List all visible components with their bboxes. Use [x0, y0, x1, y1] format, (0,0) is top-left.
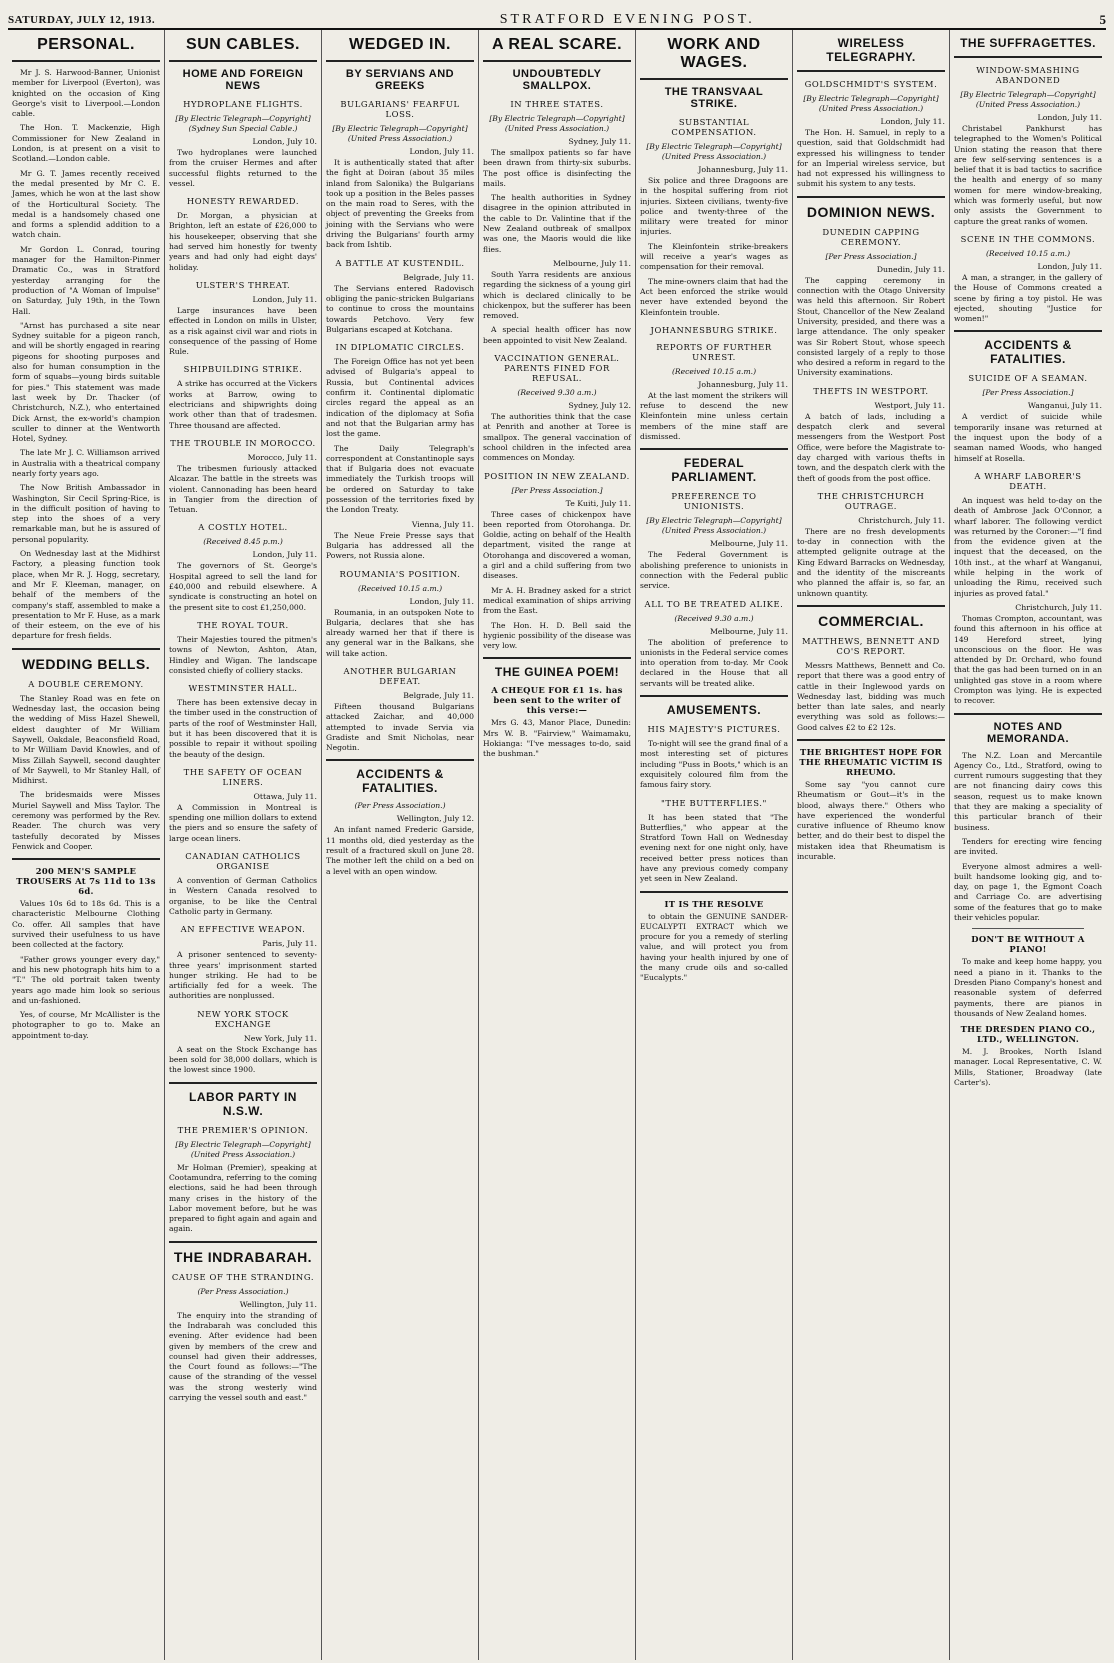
article-paragraph: The health authorities in Sydney disagree in the opinion attributed in the cable to Dr. Valintine that if the New Zealand outbreak of smallpox was one, the Maoris would die like flies. — [483, 193, 631, 254]
article-paragraph: The Federal Government is abolishing preference to unionists in connection with the Federal public service. — [640, 550, 788, 591]
received-time: (Received 10.15 a.m.) — [357, 583, 443, 593]
headline-amusements: AMUSEMENTS. — [666, 703, 762, 718]
article-paragraph: It has been stated that "The Butterflies," who appear at the Stratford Town Hall on Wednesday evening next for one night only, have received better press notices than have any previous comedy company yet seen in New Zealand. — [640, 812, 788, 884]
article-paragraph: An inquest was held to-day on the death of Ambrose Jack O'Connor, a wharf laborer. The following verdict was returned by the Coroner:—"I find from the evidence given at the inquest that the deceased, on the 10th inst., at the wharf at Wanganui, while helping in the work of unloading the Rimu, received such injuries as proved fatal." — [954, 495, 1102, 598]
article-paragraph: A seat on the Stock Exchange has been sold for 38,000 dollars, which is the lowest since 1900. — [169, 1044, 317, 1075]
article-paragraph: Messrs Matthews, Bennett and Co. report that there was a good entry of cattle in their Inglewood yards on Wednesday last, bidding was much better than late sales, and nearly everything was sold as follows:— Good calves £2 to £2 12s. — [797, 660, 945, 732]
article-paragraph: Fifteen thousand Bulgarians attacked Zaichar, and 40,000 attempted to invade Servia via Gradiste and Smit Nicholas, near Negotin. — [326, 701, 474, 753]
divider — [954, 56, 1102, 58]
dateline: Melbourne, July 11. — [709, 626, 788, 636]
subheading: THE ROYAL TOUR. — [197, 619, 289, 630]
dateline: Paris, July 11. — [262, 939, 317, 949]
article-paragraph: The late Mr J. C. Williamson arrived in Australia with a theatrical company nearly forty years ago. — [12, 448, 160, 478]
headline-personal: PERSONAL. — [37, 36, 135, 53]
article-paragraph: It is authentically stated that after the fight at Doiran (about 35 miles inland from Salonika) the Bulgarians took up a position in the Beles passes on the main road to Seres, with the object of preventing the Greeks from joining with the Servians who were driving the Bulgarians' fourth army back from Ishtib. — [326, 158, 474, 250]
subheading: AN EFFECTIVE WEAPON. — [180, 924, 306, 935]
subheading: REPORTS OF FURTHER UNREST. — [656, 341, 772, 362]
article-paragraph: Tenders for erecting wire fencing are invited. — [954, 836, 1102, 857]
article-paragraph: There are no fresh developments to-day in connection with the attempted gelignite outrage at the King Edward Barracks on Wednesday, and the identity of the miscreants who planned the affair is, so far, an unknown quantity. — [797, 526, 945, 598]
article-paragraph: Dr. Morgan, a physician at Brighton, left an estate of £26,000 to his housekeeper, observing that she had served him honestly for twenty years and had only had eight days' holiday. — [169, 211, 317, 272]
column-7 — [950, 30, 1106, 1660]
article-paragraph: Thomas Crompton, accountant, was found this afternoon in his office at 149 Hereford street, lying unconscious on the floor. He was attended by Dr. Orchard, who found that the gas had been turned on in an unlighted gas stove in a room where Crompton was lying. He is expected to recover. — [954, 613, 1102, 706]
article-paragraph: The capping ceremony in connection with the Otago University was held this afternoon. Sir Robert Stout, Chancellor of the New Zealand University, presided, and there was a large attendance. The only speaker was Sir Robert Stout, whose speech consisted largely of a reply to those who desired a reform in regard to the University examinations. — [797, 275, 945, 378]
subheading: HONESTY REWARDED. — [186, 196, 300, 207]
article-paragraph: The enquiry into the stranding of the Indrabarah was concluded this evening. After evidence had been given by members of the crew and counsel had given their addresses, the Court found as follows:—"The cause of the stranding of the vessel was the strong westerly wind carrying the vessel south and east." — [169, 1310, 317, 1403]
subheading: DUNEDIN CAPPING CEREMONY. — [822, 226, 920, 247]
page-number: 5 — [1099, 12, 1106, 27]
article-paragraph: The Now British Ambassador in Washington, Sir Cecil Spring-Rice, is in the difficult position of having to step into the shoes of a very remarkable man, but he is assured of personal popularity. — [12, 483, 160, 544]
column-4 — [479, 30, 636, 1660]
received-time: (Received 10.15 a.m.) — [671, 366, 757, 376]
columns — [8, 30, 1106, 1660]
advert-heading: 200 MEN'S SAMPLE TROUSERS At 7s 11d to 13s 6d. — [16, 866, 156, 897]
advert-paragraph: To make and keep home happy, you need a piano in it. Thanks to the Dresden Piano Company's honest and reasonable system of deferred payments, there are pianos in thousands of New Zealand homes. — [954, 957, 1102, 1018]
headline-real-scare: A REAL SCARE. — [491, 36, 623, 53]
wire-credit: [By Electric Telegraph—Copyright] (United Press Association.) — [332, 124, 468, 143]
wire-credit: [By Electric Telegraph—Copyright] (United Press Association.) — [175, 1139, 311, 1159]
article-paragraph: The bridesmaids were Misses Muriel Saywell and Miss Taylor. The ceremony was performed by the Rev. Reader. The church was very tastefully decorated by Misses Fenwick and Cooper. — [12, 790, 160, 851]
subheading: NEW YORK STOCK EXCHANGE — [197, 1008, 289, 1029]
divider — [326, 60, 474, 62]
article-paragraph: To-night will see the grand final of a most interesting set of pictures including "Puss in Boots," which is an exquisitely coloured film from the famous fairy story. — [640, 739, 788, 790]
article-paragraph: A strike has occurred at the Vickers works at Barrow, owing to electricians and shipwrights doing work other than that of tradesmen. Three thousand are affected. — [169, 379, 317, 430]
article-paragraph: The tribesmen furiously attacked Alcazar. The battle in the streets was violent. Cannonading has been heard in Tangier from the direction of Tetuan. — [169, 463, 317, 515]
headline-accidents-fatalities: ACCIDENTS & FATALITIES. — [984, 338, 1072, 367]
subheading: HIS MAJESTY'S PICTURES. — [647, 724, 781, 735]
column-2 — [165, 30, 322, 1660]
article-paragraph: The abolition of preference to unionists in the Federal service comes into operation from to-day. Mr Cook declared in the House that all servants will be treated alike. — [640, 637, 788, 688]
advert-heading: DON'T BE WITHOUT A PIANO! — [971, 934, 1085, 955]
dateline: Westport, July 11. — [874, 400, 945, 410]
dateline: Christchurch, July 11. — [1015, 602, 1102, 612]
column-3 — [322, 30, 479, 1660]
article-paragraph: The Kleinfontein strike-breakers will receive a year's wages as compensation for their removal. — [640, 241, 788, 272]
headline-dominion-news: DOMINION NEWS. — [806, 203, 936, 220]
subheading: ROUMANIA'S POSITION. — [339, 568, 461, 579]
advert-paragraph: "Father grows younger every day," and his new photograph hits him to a "T." The old portrait taken twenty years ago made him look so serious and un-fashioned. — [12, 954, 160, 1005]
subheading: ALL TO BE TREATED ALIKE. — [644, 598, 784, 609]
advert-heading: A CHEQUE FOR £1 1s. has been sent to the writer of this verse:— — [491, 685, 623, 716]
dateline: Christchurch, July 11. — [858, 515, 945, 525]
advert-paragraph: to obtain the GENUINE SANDER-EUCALYPTI EXTRACT which we procure for you a remedy of sterling value, and will protect you from having your health injured by one of the many crude oils and so-called "Eucalypts." — [640, 911, 788, 983]
article-paragraph: A Commission in Montreal is spending one million dollars to extend the piers and so ensure the safety of large ocean liners. — [169, 802, 317, 843]
advert-heading: THE BRIGHTEST HOPE FOR THE RHEUMATIC VICTIM IS RHEUMO. — [799, 746, 943, 777]
article-paragraph: Three cases of chickenpox have been reported from Otorohanga. Dr. Goldie, acting on behalf of the Health department, visited the range at Otorohanga and discovered a woman, a girl and a child suffering from two diseases. — [483, 509, 631, 581]
divider — [640, 78, 788, 80]
article-paragraph: Roumania, in an outspoken Note to Bulgaria, declares that she has already warned her that if there is any general war in the Balkans, she will take action. — [326, 607, 474, 658]
article-paragraph: A convention of German Catholics in Western Canada resolved to organise, to be like the Central Catholic party in Germany. — [169, 876, 317, 916]
subheading: THEFTS IN WESTPORT. — [813, 385, 929, 396]
dateline: Ottawa, July 11. — [253, 791, 317, 801]
column-6 — [793, 30, 950, 1660]
subheading: SUBSTANTIAL COMPENSATION. — [671, 117, 757, 137]
article-paragraph: The Servians entered Radovisch obliging the panic-stricken Bulgarians to continue to cross the mountains towards Petchovo. Very few Bulgarians escaped at Kotchana. — [326, 283, 474, 334]
subheading: THE TROUBLE IN MOROCCO. — [170, 437, 316, 448]
wire-credit: [By Electric Telegraph—Copyright] (United Press Association.) — [646, 142, 782, 161]
subheading: THE PREMIER'S OPINION. — [177, 1124, 309, 1135]
masthead — [8, 4, 1106, 30]
dateline: Wellington, July 12. — [396, 814, 474, 824]
divider — [797, 605, 945, 607]
subheading: JOHANNESBURG STRIKE. — [650, 324, 778, 335]
column-1 — [8, 30, 165, 1660]
subheading: A WHARF LABORER'S DEATH. — [974, 470, 1082, 491]
column-5 — [636, 30, 793, 1660]
dateline: Johannesburg, July 11. — [698, 379, 788, 389]
article-paragraph: On Wednesday last at the Midhirst Factory, a pleasing function took place, when Mr R. J. Hogg, secretary, and Mr F. Kleeman, manager, on behalf of the members of the company's staff, assembled to make a presentation to Mr F. Huse, as a mark of their esteem, on the eve of his departure for fresh fields. — [12, 549, 160, 641]
divider — [797, 196, 945, 198]
subheading: ULSTER'S THREAT. — [195, 279, 291, 290]
article-paragraph: At the last moment the strikers will refuse to descend the new Kleinfontein mine unless certain members of the mine staff are dismissed. — [640, 390, 788, 442]
dateline: New York, July 11. — [243, 1033, 317, 1043]
advert-paragraph: Yes, of course, Mr McAllister is the photographer to go to. Make an appointment to-day. — [12, 1010, 160, 1040]
divider — [12, 60, 160, 62]
wire-credit: [By Electric Telegraph—Copyright] (United Press Association.) — [646, 516, 782, 536]
dateline: Belgrade, July 11. — [403, 272, 474, 282]
advert-company: THE DRESDEN PIANO CO., LTD., WELLINGTON. — [960, 1024, 1096, 1045]
subheading: THE SAFETY OF OCEAN LINERS. — [183, 766, 303, 787]
divider — [12, 858, 160, 860]
subheading: A COSTLY HOTEL. — [198, 522, 288, 533]
headline-transvaal: THE TRANSVAAL STRIKE. — [664, 86, 764, 110]
received-time: (Received 10.15 a.m.) — [985, 248, 1071, 258]
subheading: A BATTLE AT KUSTENDIL. — [335, 257, 465, 268]
headline-commercial: COMMERCIAL. — [818, 612, 924, 629]
divider — [640, 448, 788, 450]
wire-credit: (Per Press Association.) — [354, 801, 446, 811]
headline-servians-greeks: BY SERVIANS AND GREEKS — [345, 68, 455, 92]
article-paragraph: The Hon. T. Mackenzie, High Commissioner for New Zealand in London, is at present on a visit to Scotland.—London cable. — [12, 123, 160, 164]
article-paragraph: The Daily Telegraph's correspondent at Constantinople says that if Bulgaria does not evacuate immediately the Turkish troops will be ordered on Saturday to take possession of the territories fixed by the London Treaty. — [326, 443, 474, 515]
subheading: WESTMINSTER HALL. — [188, 683, 298, 694]
dateline: Johannesburg, July 11. — [698, 165, 788, 174]
dateline: London, July 11. — [880, 117, 945, 126]
dateline: Wanganui, July 11. — [1027, 401, 1102, 411]
article-paragraph: Mr Gordon L. Conrad, touring manager for the Hamilton-Pinmer Dramatic Co., was in Stratford yesterday arranging for the production of "A Woman of Impulse" on Saturday, July 19th, in the Town Hall. — [12, 244, 160, 316]
headline-indrabarah: THE INDRABARAH. — [173, 1248, 313, 1265]
wire-credit: [By Electric Telegraph—Copyright] (United Press Association.) — [960, 90, 1096, 109]
wire-credit: [By Electric Telegraph—Copyright] (United Press Association.) — [489, 114, 625, 133]
dateline: London, July 11. — [252, 550, 317, 560]
article-paragraph: The Neue Freie Presse says that Bulgaria has addressed all the Powers, not Russia alone. — [326, 530, 474, 561]
divider — [797, 70, 945, 72]
dateline: Te Kuiti, July 11. — [565, 498, 631, 508]
wire-credit: [By Electric Telegraph—Copyright] (Sydney Sun Special Cable.) — [175, 114, 311, 133]
subheading: POSITION IN NEW ZEALAND. — [484, 470, 630, 481]
headline-home-foreign: HOME AND FOREIGN NEWS — [182, 68, 304, 92]
article-paragraph: Mr G. T. James recently received the medal presented by Mr C. E. James, which he won at the last show of the Horticultural Society. The medal is a handsomely chased one and forms a splendid addition to a watch chain. — [12, 168, 160, 240]
subheading: GOLDSCHMIDT'S SYSTEM. — [804, 79, 938, 89]
article-paragraph: The Stanley Road was en fete on Wednesday last, the occasion being the wedding of Miss Hazel Shewell, eldest daughter of Mr William Saywell, Oakdale, Beaconsfield Road, to Mr William David Knowles, and of Miss Zillah Saywell, second daughter of Mr Saywell, to Mr Stanley Hall, of Midhirst. — [12, 693, 160, 786]
article-paragraph: The mine-owners claim that had the Act been enforced the strike would never have extended beyond the Kleinfontein trouble. — [640, 276, 788, 317]
headline-notes-memoranda: NOTES AND MEMORANDA. — [987, 720, 1069, 745]
received-time: (Received 9.30 a.m.) — [674, 613, 754, 623]
advert-heading: IT IS THE RESOLVE — [664, 898, 764, 909]
article-paragraph: Two hydroplanes were launched from the cruiser Hermes and after successful flights returned to the vessel. — [169, 148, 317, 188]
divider — [483, 657, 631, 659]
newspaper-title: STRATFORD EVENING POST. — [499, 12, 755, 27]
divider — [640, 695, 788, 697]
advert-paragraph: M. J. Brookes, North Island manager. Local Representative, C. W. Mills, Stationer, Broadway (late Carter's). — [954, 1047, 1102, 1087]
subheading: PREFERENCE TO UNIONISTS. — [671, 491, 757, 512]
article-paragraph: There has been extensive decay in the timber used in the construction of parts of the roof of Westminster Hall, but it has been discovered that it is possible to repair it without spoiling the beauty of the design. — [169, 698, 317, 759]
wire-credit: [Per Press Association.] — [825, 251, 917, 261]
headline-wireless: WIRELESS TELEGRAPHY. — [826, 36, 916, 64]
dateline: London, July 11. — [409, 147, 474, 156]
issue-date: SATURDAY, JULY 12, 1913. — [8, 14, 156, 26]
divider — [954, 330, 1102, 332]
advert-paragraph: Mrs G. 43, Manor Place, Dunedin: Mrs W. B. "Fairview," Waimamaku, Hokianga: "I've messages to-do, said the bushman." — [483, 718, 631, 759]
dateline: London, July 11. — [409, 596, 474, 606]
divider — [640, 891, 788, 893]
subheading: HYDROPLANE FLIGHTS. — [183, 99, 303, 109]
article-paragraph: "Arnst has purchased a site near Sydney suitable for a pigeon ranch, and will be shortly engaged in rearing pigeons for shooting purposes and also for human consumption in the form of squabs—young birds suitable for pies." This statement was made last week by Dr. Thacker (of Christchurch, N.Z.), who entertained Dick Arnst, the ex-world's champion sculler to dinner at the Wentworth Hotel, Sydney. — [12, 320, 160, 444]
article-paragraph: A special health officer has now been appointed to visit New Zealand. — [483, 325, 631, 345]
dateline: Melbourne, July 11. — [552, 258, 631, 268]
article-paragraph: Large insurances have been effected in London on mills in Ulster, as a risk against civil war and riots in consequence of the passing of Home Rule. — [169, 305, 317, 357]
headline-wedged-in: WEDGED IN. — [349, 36, 451, 53]
dateline: London, July 10. — [252, 137, 317, 146]
dateline: Sydney, July 12. — [568, 401, 631, 411]
article-paragraph: Their Majesties toured the pitmen's towns of Newton, Ashton, Atan, Hindley and Wigan. The landscape consisted chiefly of colliery stacks. — [169, 634, 317, 675]
dateline: Melbourne, July 11. — [709, 539, 788, 549]
dateline: London, July 11. — [1037, 261, 1102, 271]
dateline: Belgrade, July 11. — [403, 690, 474, 700]
subheading: A DOUBLE CEREMONY. — [28, 678, 144, 689]
subheading: IN THREE STATES. — [510, 99, 604, 109]
article-paragraph: The governors of St. George's Hospital agreed to sell the land for £40,000 and rebuild elsewhere. A syndicate is constructing an hotel on the present site to cost £1,250,000. — [169, 561, 317, 612]
subheading: IN DIPLOMATIC CIRCLES. — [335, 342, 465, 353]
received-time: (Received 9.30 a.m.) — [517, 388, 597, 398]
article-paragraph: A batch of lads, including a despatch clerk and several messengers from the Westport Post Office, were before the Magistrate to-day charged with various thefts in town, and the despatch clerk with the theft of goods from the post office. — [797, 411, 945, 483]
article-paragraph: The smallpox patients so far have been drawn from thirty-six suburbs. The post office is disinfecting the mails. — [483, 148, 631, 188]
article-paragraph: Everyone almost admires a well-built handsome looking gig, and to-day, on page 1, the Egmont Coach and Carriage Co. are advertising some of the features that go to make their vehicles popular. — [954, 861, 1102, 923]
article-paragraph: Christabel Pankhurst has telegraphed to the Women's Political Union stating the reason that there are few self-serving sentences is a belief that it is bad tactics to sacrifice the health and energy of so many women for mere window-breaking, which was formerly useful, but now only assists the Government to capture the great ranks of women. — [954, 124, 1102, 226]
divider — [797, 739, 945, 741]
subheading: "THE BUTTERFLIES." — [660, 797, 768, 808]
wire-credit: [By Electric Telegraph—Copyright] (United Press Association.) — [803, 94, 939, 113]
advert-paragraph: Some say "you cannot cure Rheumatism or Gout—it's in the blood, always there." Others who have experienced the wonderful curative influence of Rheumo know better, and do their best to dispel the mistaken idea that Rheumatism is incurable. — [797, 779, 945, 862]
wire-credit: [Per Press Association.] — [511, 485, 603, 495]
divider — [169, 1241, 317, 1243]
divider — [954, 713, 1102, 715]
article-paragraph: A prisoner sentenced to seventy-three years' imprisonment started hunger striking. He had to be artificially fed for a week. The authorities are nonplussed. — [169, 950, 317, 1001]
subheading: VACCINATION GENERAL. PARENTS FINED FOR REFUSAL. — [494, 353, 620, 384]
headline-work-wages: WORK AND WAGES. — [667, 36, 761, 71]
subheading: MATTHEWS, BENNETT AND CO'S REPORT. — [802, 635, 940, 656]
dateline: Dunedin, July 11. — [876, 264, 945, 274]
headline-wedding-bells: WEDDING BELLS. — [21, 655, 151, 672]
headline-smallpox: UNDOUBTEDLY SMALLPOX. — [512, 68, 602, 92]
subheading: BULGARIANS' FEARFUL LOSS. — [340, 99, 460, 119]
headline-accidents: ACCIDENTS & FATALITIES. — [356, 767, 444, 796]
subheading: WINDOW-SMASHING ABANDONED — [976, 65, 1080, 85]
subheading: SCENE IN THE COMMONS. — [960, 233, 1096, 244]
received-time: (Received 8.45 p.m.) — [203, 537, 283, 547]
subheading: ANOTHER BULGARIAN DEFEAT. — [343, 665, 457, 686]
divider — [12, 648, 160, 650]
article-paragraph: The Hon. H. D. Bell said the hygienic possibility of the disease was very low. — [483, 620, 631, 651]
wire-credit: (Per Press Association.) — [197, 1286, 289, 1296]
dateline: London, July 11. — [1037, 113, 1102, 122]
article-paragraph: The authorities think that the case at Penrith and another at Toree is smallpox. The general vaccination of school children in the infected area commences on Monday. — [483, 412, 631, 463]
article-paragraph: Mr A. H. Bradney asked for a strict medical examination of ships arriving from the East. — [483, 585, 631, 616]
headline-sun-cables: SUN CABLES. — [186, 36, 300, 53]
article-paragraph: The Foreign Office has not yet been advised of Bulgaria's appeal to Russia, but Continental advices confirm it. Continental diplomatic circles regard the appeal as an indication of the diplomacy at Sofia and not that the Bulgarian army has lost the game. — [326, 357, 474, 439]
divider — [169, 1082, 317, 1084]
headline-labor-party: LABOR PARTY IN N.S.W. — [189, 1089, 297, 1118]
article-paragraph: Mr J. S. Harwood-Banner, Unionist member for Liverpool (Everton), was knighted on the occasion of King George's visit to Liverpool.—London cable. — [12, 68, 160, 119]
article-paragraph: South Yarra residents are anxious regarding the sickness of a young girl which is declared clinically to be chickenpox, but the sufferer has been removed. — [483, 269, 631, 321]
dateline: London, July 11. — [252, 294, 317, 304]
subheading: SUICIDE OF A SEAMAN. — [968, 373, 1088, 384]
article-paragraph: The N.Z. Loan and Mercantile Agency Co., Ltd., Stratford, owing to current rumours suggesting that they are not financing dairy cows this season, request us to make known that they are making a speciality of this particular branch of their business. — [954, 750, 1102, 832]
dateline: Wellington, July 11. — [239, 1299, 317, 1309]
subheading: SHIPBUILDING STRIKE. — [183, 364, 303, 375]
article-paragraph: The Hon. H. Samuel, in reply to a question, said that Goldschmidt had expressed his willingness to tender for an Imperial wireless service, but had not expressed his willingness to submit his system to any tests. — [797, 128, 945, 189]
article-paragraph: Mr Holman (Premier), speaking at Cootamundra, referring to the coming elections, said he had been through many crises in the history of the Labor movement before, but he was prepared to fight again and again and again. — [169, 1162, 317, 1234]
article-paragraph: A man, a stranger, in the gallery of the House of Commons created a scene by firing a toy pistol. He was ejected, shouting "Justice for women!" — [954, 272, 1102, 324]
dateline: Sydney, July 11. — [568, 137, 631, 146]
headline-suffragettes: THE SUFFRAGETTES. — [960, 36, 1096, 50]
advert-paragraph: Values 10s 6d to 18s 6d. This is a characteristic Melbourne Clothing Co. offer. All samples that have survived their usefulness to us have been collected at the factory. — [12, 899, 160, 950]
dateline: Vienna, July 11. — [411, 519, 474, 529]
article-paragraph: Six police and three Dragoons are in the hospital suffering from riot injuries. Sixteen civilians, twenty-five police and twenty-three of the military were treated for minor injuries. — [640, 176, 788, 237]
subheading: CANADIAN CATHOLICS ORGANISE — [185, 851, 301, 872]
headline-guinea-poem: THE GUINEA POEM! — [494, 665, 620, 680]
subheading: CAUSE OF THE STRANDING. — [171, 1271, 315, 1282]
subheading: THE CHRISTCHURCH OUTRAGE. — [817, 490, 925, 511]
dateline: Morocco, July 11. — [247, 452, 317, 462]
divider — [326, 759, 474, 761]
divider — [169, 60, 317, 62]
article-paragraph: A verdict of suicide while temporarily insane was returned at the inquest upon the body of a seaman named Woods, who hanged himself at Rosella. — [954, 412, 1102, 463]
divider — [972, 928, 1085, 929]
wire-credit: [Per Press Association.] — [982, 388, 1074, 398]
headline-federal-parliament: FEDERAL PARLIAMENT. — [671, 456, 757, 485]
article-paragraph: An infant named Frederic Garside, 11 months old, died yesterday as the result of a fractured skull on June 28. The mother left the child on a bed on a level with an open window. — [326, 825, 474, 876]
divider — [483, 60, 631, 62]
